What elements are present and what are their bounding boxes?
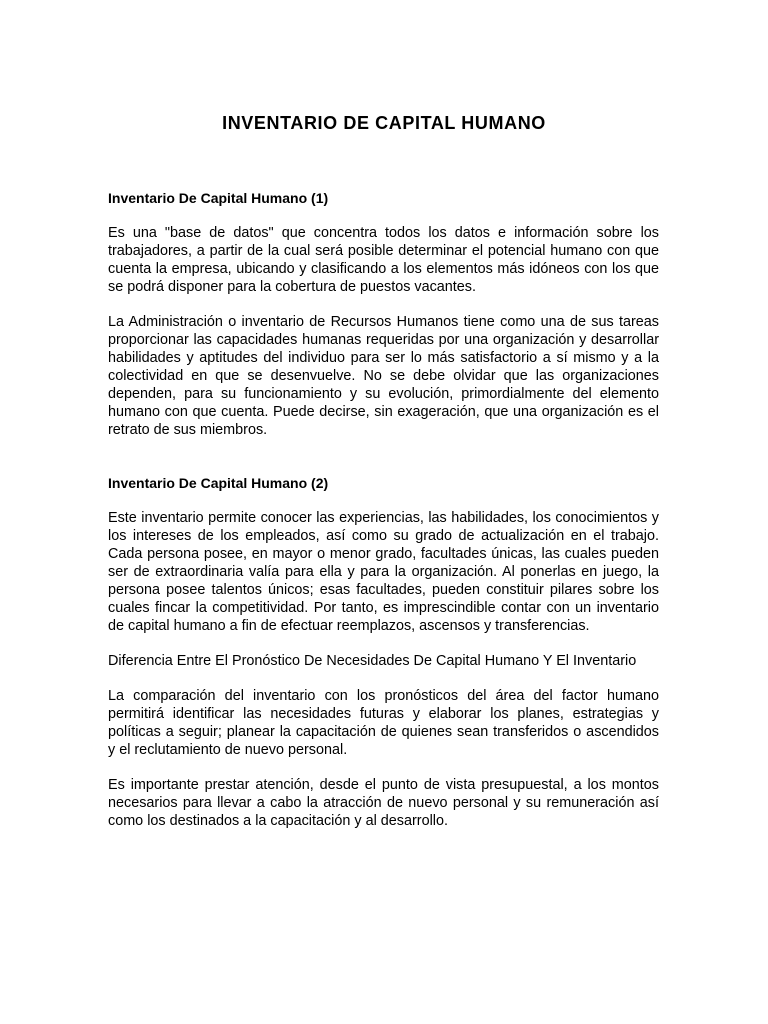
document-body [108, 189, 659, 830]
section-1-paragraph-2: La Administración o inventario de Recursos Humanos tiene como una de sus tareas proporcionar las capacidades humanas requeridas por una organización y desarrollar habilidades y aptitudes del individuo para ser lo más satisfactorio a sí mismo y a la colectividad en que se desenvuelve. No se debe olvidar que las organizaciones dependen, para su funcionamiento y su evolución, primordialmente del elemento humano con que cuenta. Puede decirse, sin exageración, que una organización es el retrato de sus miembros. [108, 314, 659, 438]
section-1 [108, 189, 659, 439]
section-1-paragraph-1: Es una "base de datos" que concentra todos los datos e información sobre los trabajadores, a partir de la cual será posible determinar el potencial humano con que cuenta la empresa, ubicando y clasificando a los elementos más idóneos con los que se podrá disponer para la cobertura de puestos vacantes. [108, 225, 659, 295]
document-title: INVENTARIO DE CAPITAL HUMANO [222, 113, 546, 133]
section-2-heading: Inventario De Capital Humano (2) [108, 475, 329, 491]
section-2-paragraph-1: Este inventario permite conocer las experiencias, las habilidades, los conocimientos y los intereses de los empleados, así como su grado de actualización en el trabajo. Cada persona posee, en mayor o menor grado, facultades únicas, las cuales pueden ser de extraordinaria valía para ella y para la organización. Al ponerlas en juego, la persona posee talentos únicos; esas facultades, pueden constituir pilares sobre los cuales fincar la competitividad. Por tanto, es imprescindible contar con un inventario de capital humano a fin de efectuar reemplazos, ascensos y transferencias. [108, 510, 659, 634]
section-2-paragraph-2: La comparación del inventario con los pronósticos del área del factor humano permitirá identificar las necesidades futuras y elaborar los planes, estrategias y políticas a seguir; planear la capacitación de quienes sean transferidos o ascendidos y el reclutamiento de nuevo personal. [108, 688, 659, 758]
section-2 [108, 474, 659, 830]
section-2-paragraph-3: Es importante prestar atención, desde el punto de vista presupuestal, a los montos necesarios para llevar a cabo la atracción de nuevo personal y su remuneración así como los destinados a la capacitación y al desarrollo. [108, 777, 659, 829]
section-1-heading: Inventario De Capital Humano (1) [108, 190, 329, 206]
section-2-subheading: Diferencia Entre El Pronóstico De Necesidades De Capital Humano Y El Inventario [108, 653, 637, 669]
